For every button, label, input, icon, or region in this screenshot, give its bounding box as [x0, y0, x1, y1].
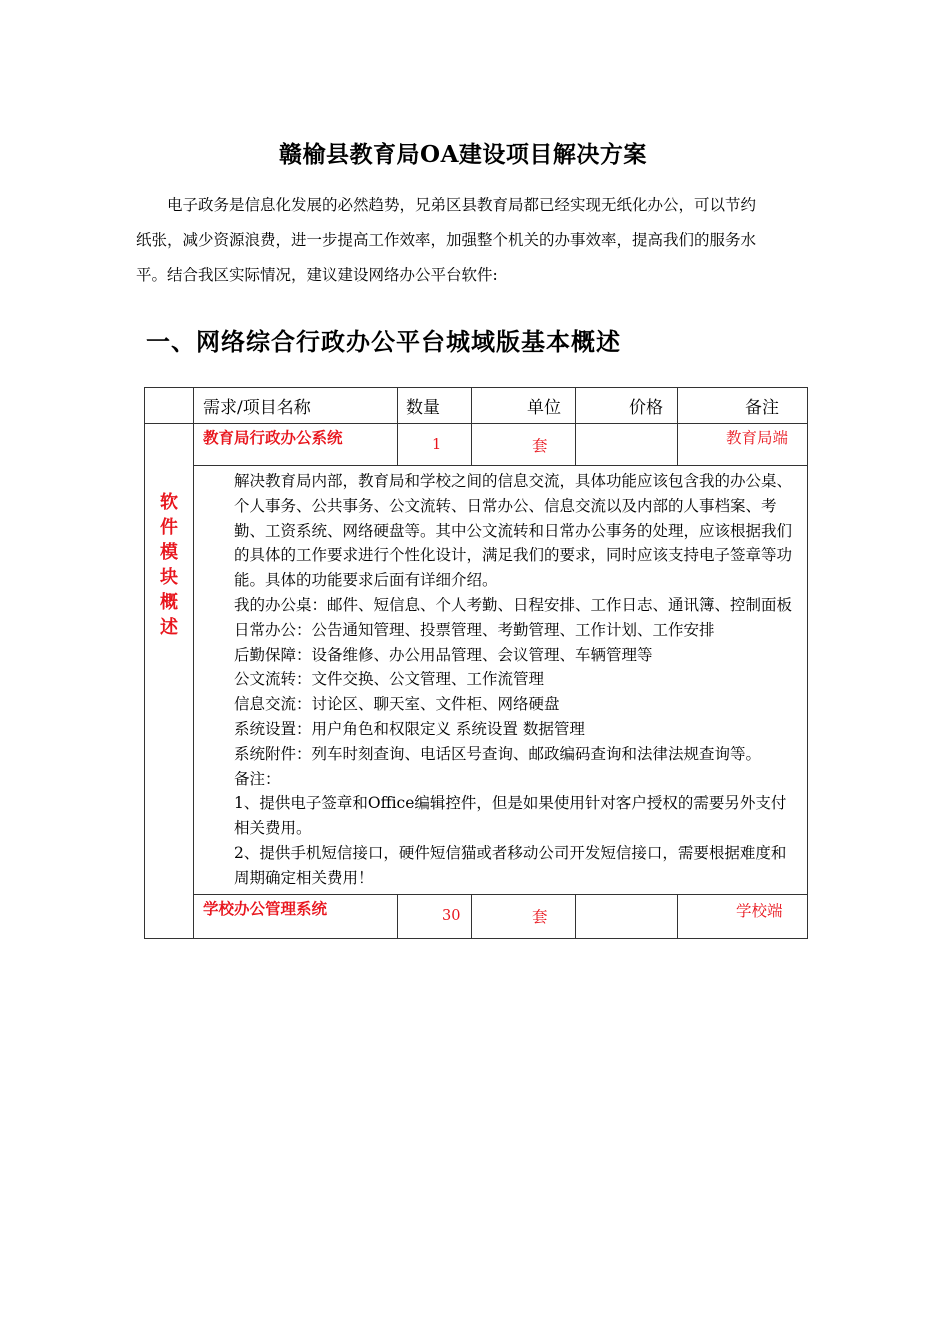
intro-line: 电子政务是信息化发展的必然趋势，兄弟区县教育局都已经实现无纸化办公，可以节约: [167, 196, 757, 214]
header-price: 价格: [576, 388, 678, 424]
row-name: 教育局行政办公系统: [194, 424, 398, 466]
requirements-table: [144, 387, 808, 939]
description-paragraph: 信息交流：讨论区、聊天室、文件柜、网络硬盘: [234, 695, 560, 714]
description-paragraph: 2、提供手机短信接口，硬件短信猫或者移动公司开发短信接口，需要根据难度和周期确定相关费用！: [234, 843, 787, 887]
description-paragraph: 公文流转：文件交换、公文管理、工作流管理: [234, 670, 545, 689]
table-header-row: [145, 388, 808, 424]
intro-line: 纸张，减少资源浪费，进一步提高工作效率，加强整个机关的办事效率，提高我们的服务水: [136, 231, 757, 249]
side-char: 概: [160, 592, 178, 613]
description-row: [145, 466, 808, 895]
row-unit: 套: [472, 894, 576, 938]
description-paragraph: 1、提供电子签章和Office编辑控件，但是如果使用针对客户授权的需要另外支付相关费用。: [234, 794, 787, 838]
description-paragraph: 系统设置：用户角色和权限定义 系统设置 数据管理: [234, 719, 585, 738]
description-paragraph: 后勤保障：设备维修、办公用品管理、会议管理、车辆管理等: [234, 645, 653, 664]
table-row: [145, 894, 808, 938]
header-note: 备注: [678, 388, 808, 424]
intro-line: 平。结合我区实际情况，建议建设网络办公平台软件:: [136, 266, 498, 284]
side-label: [145, 424, 194, 939]
description-paragraph: 备注：: [234, 769, 281, 788]
side-char: 块: [160, 567, 178, 588]
row-qty: 1: [398, 424, 472, 466]
row-unit: 套: [472, 424, 576, 466]
side-char: 述: [160, 617, 178, 638]
side-char: 件: [160, 517, 178, 538]
header-unit: 单位: [472, 388, 576, 424]
section-heading: 一、网络综合行政办公平台城域版基本概述: [146, 327, 621, 356]
header-name: 需求/项目名称: [194, 388, 398, 424]
row-note: 学校端: [678, 894, 808, 938]
description-paragraph: 系统附件：列车时刻查询、电话区号查询、邮政编码查询和法律法规查询等。: [234, 744, 762, 763]
row-name: 学校办公管理系统: [194, 894, 398, 938]
description-paragraph: 我的办公桌：邮件、短信息、个人考勤、日程安排、工作日志、通讯簿、控制面板: [234, 595, 793, 614]
header-blank-cell: [145, 388, 194, 424]
side-char: 软: [160, 492, 178, 513]
header-qty: 数量: [398, 388, 472, 424]
description-paragraph: 解决教育局内部，教育局和学校之间的信息交流，具体功能应该包含我的办公桌、个人事务、公共事务、公文流转、日常办公、信息交流以及内部的人事档案、考勤、工资系统、网络硬盘等。其中公文流转和日常办公事务的处理，应该根据我们的具体的工作要求进行个性化设计，满足我们的要求，同时应该支持电子签章等功能。具体的功能要求后面有详细介绍。: [234, 472, 793, 590]
row-price: [576, 894, 678, 938]
description-paragraph: 日常办公：公告通知管理、投票管理、考勤管理、工作计划、工作安排: [234, 620, 715, 639]
row-qty: 30: [398, 894, 472, 938]
description-cell: [194, 466, 808, 895]
table-row: [145, 424, 808, 466]
intro-paragraph: [136, 188, 808, 293]
document-title: 赣榆县教育局OA建设项目解决方案: [279, 141, 647, 168]
row-note: 教育局端: [678, 424, 808, 466]
row-price: [576, 424, 678, 466]
side-char: 模: [160, 542, 178, 563]
